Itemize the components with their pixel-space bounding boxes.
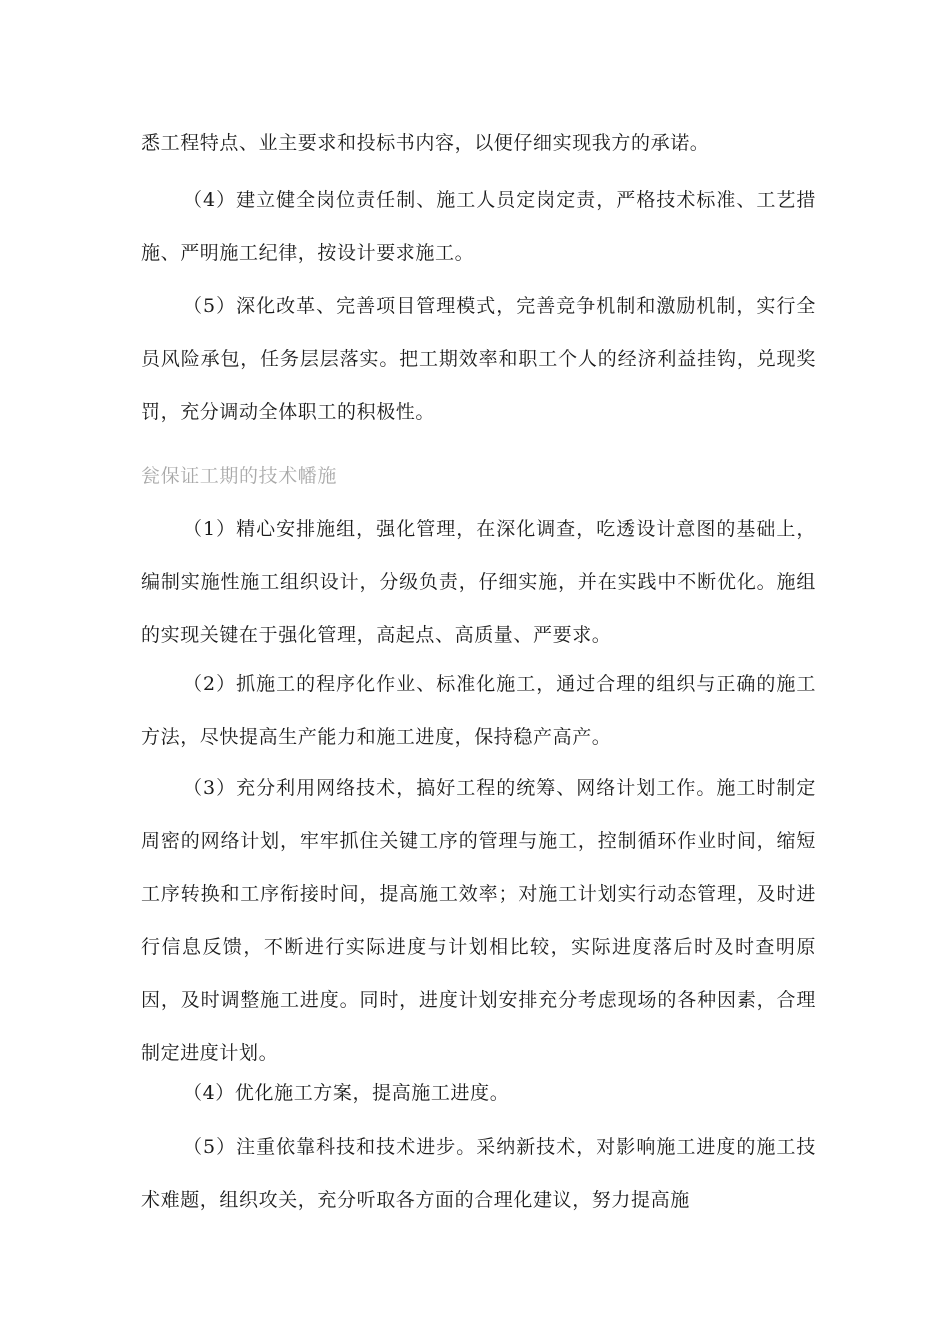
section-paragraph-4: （4）优化施工方案，提高施工进度。 [183,1082,510,1104]
section-paragraph-1: （1）精心安排施组，强化管理，在深化调查，吃透设计意图的基础上，编制实施性施工组织设计，分级负责，仔细实施，并在实践中不断优化。施组的实现关键在于强化管理，高起点、高质量、严要求。 [141,518,816,646]
paragraph-item-4: （4）建立健全岗位责任制、施工人员定岗定责，严格技术标准、工艺措施、严明施工纪律，按设计要求施工。 [141,189,816,264]
paragraph-continuation: 悉工程特点、业主要求和投标书内容，以便仔细实现我方的承诺。 [141,132,710,154]
section-paragraph-2: （2）抓施工的程序化作业、标准化施工，通过合理的组织与正确的施工方法，尽快提高生产能力和施工进度，保持稳产高产。 [141,673,816,748]
section-paragraph-3: （3）充分利用网络技术，搞好工程的统筹、网络计划工作。施工时制定周密的网络计划，牢牢抓住关键工序的管理与施工，控制循环作业时间，缩短工序转换和工序衔接时间，提高施工效率；对施工计划实行动态管理，及时进行信息反馈，不断进行实际进度与计划相比较，实际进度落后时及时查明原因，及时调整施工进度。同时，进度计划安排充分考虑现场的各种因素，合理制定进度计划。 [141,777,816,1064]
section-paragraph-5: （5）注重依靠科技和技术进步。采纳新技术，对影响施工进度的施工技术难题，组织攻关，充分听取各方面的合理化建议，努力提高施 [141,1136,816,1211]
paragraph-item-5: （5）深化改革、完善项目管理模式，完善竞争机制和激励机制，实行全员风险承包，任务层层落实。把工期效率和职工个人的经济利益挂钩，兑现奖罚，充分调动全体职工的积极性。 [141,295,816,423]
section-heading: 瓮保证工期的技术幡施 [141,465,338,487]
